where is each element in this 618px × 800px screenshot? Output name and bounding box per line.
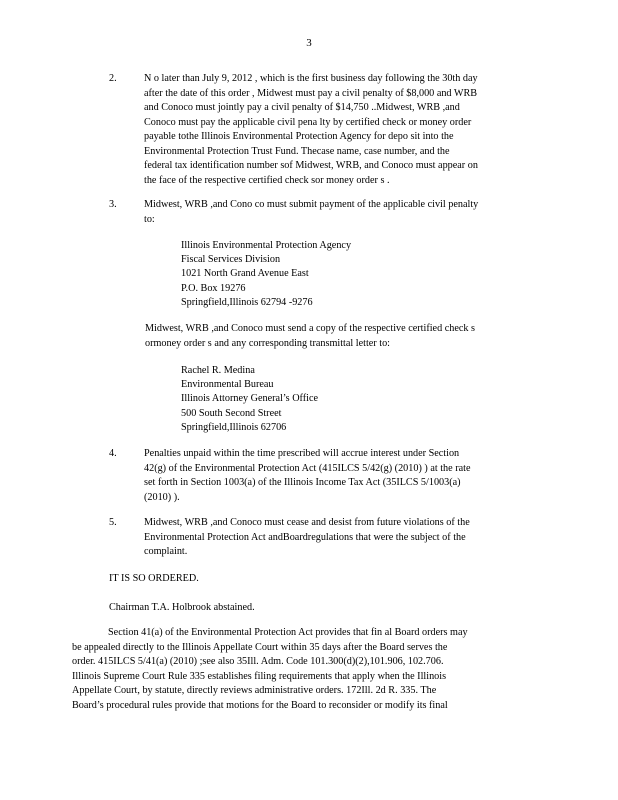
agency-address bbox=[181, 239, 351, 310]
text-line: and Conoco must jointly pay a civil penalty of $14,750 ..Midwest, WRB ,and bbox=[144, 102, 460, 113]
text-line: after the date of this order , Midwest must pay a civil penalty of $8,000 and WRB bbox=[144, 87, 478, 99]
text-line: Environmental Protection Act andBoardregulations that were the subject of the bbox=[144, 531, 466, 543]
text-line: (2010) ). bbox=[144, 491, 180, 503]
address-line: 500 South Second Street bbox=[181, 407, 282, 419]
abstention-line: Chairman T.A. Holbrook abstained. bbox=[109, 602, 255, 613]
text-line: Midwest, WRB ,and Conoco must cease and desist from future violations of the bbox=[144, 517, 470, 528]
text-line: Conoco must pay the applicable civil pena lty by certified check or money order bbox=[144, 116, 472, 128]
text-line: the face of the respective certified check sor money order s . bbox=[144, 174, 390, 186]
text-line: Penalties unpaid within the time prescribed will accrue interest under Section bbox=[144, 448, 460, 459]
text-line: Environmental Protection Trust Fund. Thecase name, case number, and the bbox=[144, 145, 450, 157]
text-line: ormoney order s and any corresponding transmittal letter to: bbox=[145, 337, 390, 349]
item-text bbox=[144, 447, 539, 505]
text-line: 42(g) of the Environmental Protection Act (415ILCS 5/42(g) (2010) ) at the rate bbox=[144, 462, 471, 474]
item-number: 2. bbox=[109, 73, 117, 84]
address-line: Springfield,Illinois 62706 bbox=[181, 421, 287, 433]
text-line: Illinois Supreme Court Rule 335 establishes filing requirements that apply when the Illinois bbox=[72, 670, 447, 682]
item-number: 3. bbox=[109, 199, 117, 210]
text-line: payable tothe Illinois Environmental Protection Agency for depo sit into the bbox=[144, 131, 454, 142]
attorney-general-address bbox=[181, 364, 318, 435]
text-line: N o later than July 9, 2012 , which is the first business day following the 30th day bbox=[144, 73, 478, 84]
text-line: federal tax identification number sof Midwest, WRB, and Conoco must appear on bbox=[144, 160, 478, 171]
send-copy-paragraph bbox=[145, 322, 475, 351]
appeal-paragraph bbox=[72, 626, 528, 714]
address-line: Illinois Environmental Protection Agency bbox=[181, 240, 352, 251]
text-line: complaint. bbox=[144, 546, 188, 557]
text-line: Board’s procedural rules provide that motions for the Board to reconsider or modify its final bbox=[72, 699, 448, 711]
text-line: to: bbox=[144, 213, 155, 225]
text-line: Section 41(a) of the Environmental Protection Act provides that fin al Board orders may bbox=[108, 627, 468, 638]
text-line: Midwest, WRB ,and Conoco must send a copy of the respective certified check s bbox=[145, 323, 475, 334]
text-line: order. 415ILCS 5/41(a) (2010) ;see also 35Ill. Adm. Code 101.300(d)(2),101.906, 102.706. bbox=[72, 656, 444, 668]
address-line: Environmental Bureau bbox=[181, 379, 274, 391]
item-text bbox=[144, 516, 539, 560]
so-ordered-line: IT IS SO ORDERED. bbox=[109, 573, 199, 584]
item-text bbox=[144, 72, 539, 188]
item-number: 5. bbox=[109, 517, 117, 528]
address-line: Fiscal Services Division bbox=[181, 254, 281, 266]
item-number: 4. bbox=[109, 448, 117, 459]
address-line: 1021 North Grand Avenue East bbox=[181, 268, 309, 280]
item-text bbox=[144, 198, 539, 227]
address-line: Rachel R. Medina bbox=[181, 365, 255, 376]
address-line: Illinois Attorney General’s Office bbox=[181, 393, 319, 405]
text-line: Midwest, WRB ,and Cono co must submit payment of the applicable civil penalty bbox=[144, 199, 479, 210]
page-number: 3 bbox=[306, 37, 312, 49]
text-line: Appellate Court, by statute, directly reviews administrative orders. 172Ill. 2d R. 335. The bbox=[72, 685, 437, 697]
address-line: P.O. Box 19276 bbox=[181, 282, 246, 294]
address-line: Springfield,Illinois 62794 -9276 bbox=[181, 296, 313, 308]
text-line: set forth in Section 1003(a) of the Illinois Income Tax Act (35ILCS 5/1003(a) bbox=[144, 477, 461, 488]
text-line: be appealed directly to the Illinois Appellate Court within 35 days after the Board serves the bbox=[72, 641, 448, 653]
